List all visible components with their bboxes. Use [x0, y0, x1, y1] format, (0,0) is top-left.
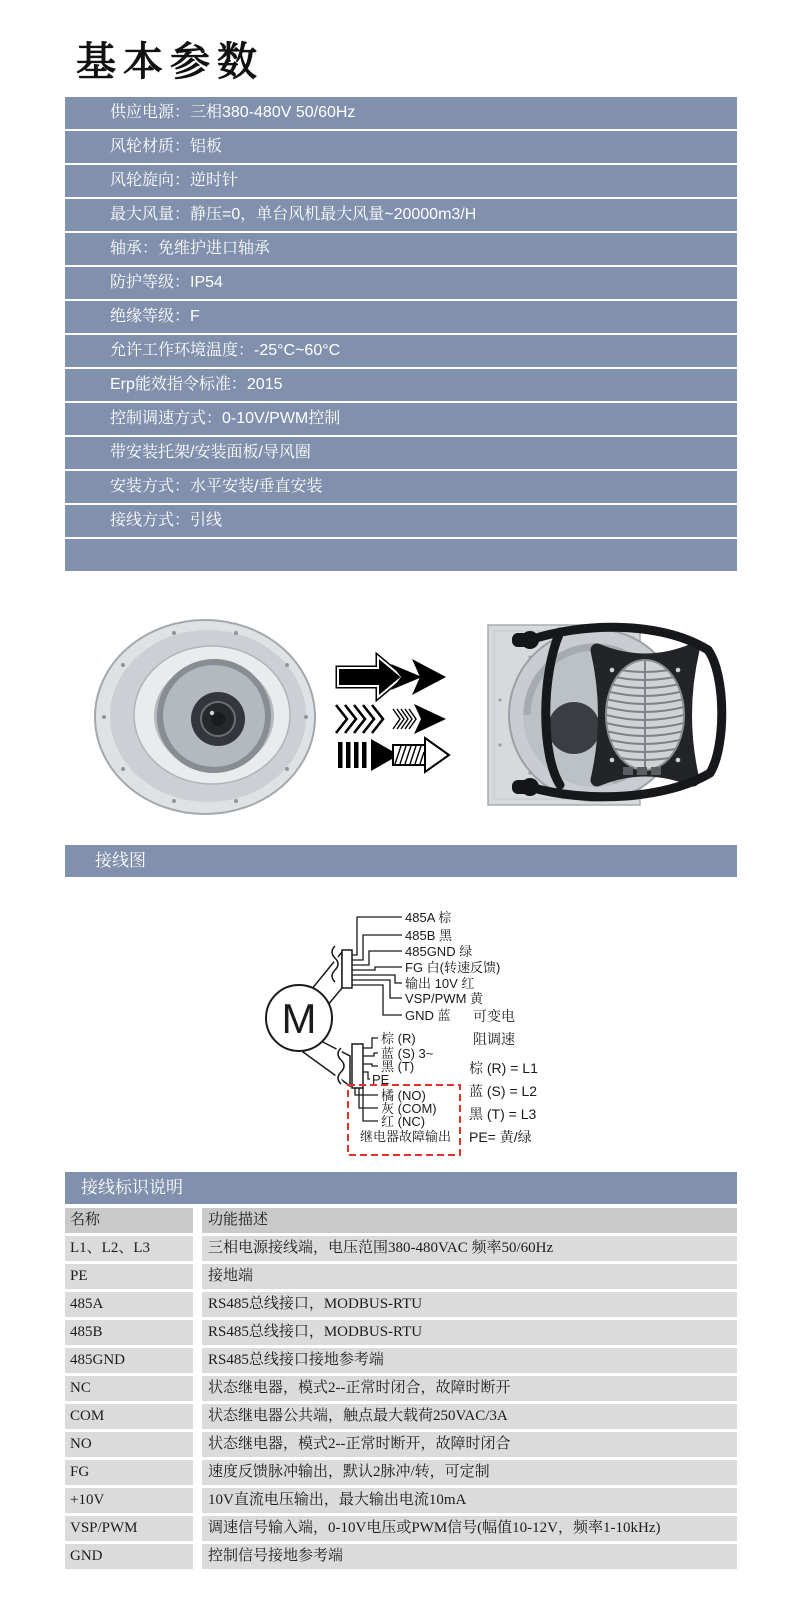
terminal-desc: 状态继电器，模式2--正常时断开，故障时闭合 [202, 1432, 737, 1457]
phase-assignment: 蓝 (S) = L2 [469, 1083, 538, 1099]
terminal-desc: 接地端 [202, 1264, 737, 1289]
table-row [65, 1488, 737, 1513]
terminal-desc: 调速信号输入端，0-10V电压或PWM信号(幅值10-12V，频率1-10kHz) [202, 1516, 737, 1541]
legend-section-header: 接线标识说明 [65, 1172, 737, 1204]
table-row [65, 1460, 737, 1485]
basic-params-list [65, 97, 737, 573]
terminal-desc: 10V直流电压输出，最大输出电流10mA [202, 1488, 737, 1513]
motor-label: M [281, 995, 317, 1042]
table-row [65, 1348, 737, 1373]
col-header-desc: 功能描述 [202, 1208, 737, 1233]
centrifugal-impeller-photo [95, 620, 315, 814]
terminal-desc: RS485总线接口接地参考端 [202, 1348, 737, 1373]
wire-label: PE [372, 1072, 390, 1087]
phase-assignment: 黑 (T) = L3 [469, 1106, 537, 1122]
product-images [60, 595, 740, 820]
table-row [65, 1432, 737, 1457]
terminal-desc: 状态继电器，模式2--正常时闭合，故障时断开 [202, 1376, 737, 1401]
wire-label: 485B 黑 [405, 928, 452, 943]
terminal-name: GND [65, 1544, 193, 1569]
wiring-legend-table [65, 1208, 737, 1572]
terminal-desc: 状态继电器公共端，触点最大载荷250VAC/3A [202, 1404, 737, 1429]
table-row [65, 1264, 737, 1289]
table-header-row [65, 1208, 737, 1233]
wire-label: 输出 10V 红 [405, 976, 475, 991]
table-row [65, 1516, 737, 1541]
wire-label: 蓝 (S) 3~ [381, 1046, 434, 1061]
param-row: 控制调速方式：0-10V/PWM控制 [65, 403, 737, 435]
wire-label: FG 白(转速反馈) [405, 960, 501, 975]
table-row [65, 1236, 737, 1261]
terminal-name: L1、L2、L3 [65, 1236, 193, 1261]
wire-label: 485A 棕 [405, 910, 452, 925]
table-row [65, 1320, 737, 1345]
param-row-empty [65, 539, 737, 571]
wire-label: 橘 (NO) [381, 1088, 426, 1103]
param-row: 带安装托架/安装面板/导风圈 [65, 437, 737, 469]
motor-heatsink [606, 660, 684, 770]
wire-label: 黑 (T) [381, 1059, 415, 1074]
terminal-desc: 控制信号接地参考端 [202, 1544, 737, 1569]
table-row [65, 1544, 737, 1569]
terminal-name: NC [65, 1376, 193, 1401]
param-row: 安装方式：水平安装/垂直安装 [65, 471, 737, 503]
airflow-arrow-chevrons-icon [336, 705, 383, 733]
param-row: 最大风量：静压=0，单台风机最大风量~20000m3/H [65, 199, 737, 231]
terminal-desc: 三相电源接线端，电压范围380-480VAC 频率50/60Hz [202, 1236, 737, 1261]
terminal-name: 485B [65, 1320, 193, 1345]
airflow-arrow-solid-icon [338, 657, 402, 697]
wire-label: 485GND 绿 [405, 944, 473, 959]
phase-assignment: 棕 (R) = L1 [469, 1060, 538, 1076]
wire-label: 红 (NC) [381, 1114, 426, 1129]
wiring-diagram [245, 882, 575, 1167]
mounted-fan-photo [488, 620, 722, 805]
terminal-name: VSP/PWM [65, 1516, 193, 1541]
param-row: 轴承：免维护进口轴承 [65, 233, 737, 265]
wire-label: 灰 (COM) [381, 1101, 437, 1116]
speed-note-line2: 阻调速 [473, 1031, 515, 1047]
param-row: 风轮旋向：逆时针 [65, 165, 737, 197]
airflow-arrows [336, 657, 449, 772]
param-row: 供应电源：三相380-480V 50/60Hz [65, 97, 737, 129]
airflow-arrow-fine-chevrons-icon [393, 704, 446, 734]
wire-label: VSP/PWM 黄 [405, 991, 484, 1006]
wire-label: 棕 (R) [381, 1031, 416, 1046]
terminal-name: 485GND [65, 1348, 193, 1373]
table-row [65, 1376, 737, 1401]
terminal-desc: 速度反馈脉冲输出，默认2脉冲/转，可定制 [202, 1460, 737, 1485]
terminal-name: +10V [65, 1488, 193, 1513]
table-row [65, 1292, 737, 1317]
table-row [65, 1404, 737, 1429]
terminal-name: NO [65, 1432, 193, 1457]
param-row: 防护等级：IP54 [65, 267, 737, 299]
col-header-name: 名称 [65, 1208, 193, 1233]
relay-note: 继电器故障输出 [360, 1129, 452, 1144]
terminal-name: FG [65, 1460, 193, 1485]
param-row: 绝缘等级：F [65, 301, 737, 333]
wire-label: GND 蓝 [405, 1008, 451, 1023]
terminal-name: 485A [65, 1292, 193, 1317]
airflow-arrow-hatched-icon [393, 738, 449, 772]
terminal-desc: RS485总线接口，MODBUS-RTU [202, 1320, 737, 1345]
speed-note-line1: 可变电 [473, 1008, 515, 1024]
wiring-section-header: 接线图 [65, 845, 737, 877]
phase-assignment: PE= 黄/绿 [469, 1129, 532, 1145]
param-row: Erp能效指令标准：2015 [65, 369, 737, 401]
param-row: 允许工作环境温度：-25°C~60°C [65, 335, 737, 367]
param-row: 接线方式：引线 [65, 505, 737, 537]
terminal-desc: RS485总线接口，MODBUS-RTU [202, 1292, 737, 1317]
airflow-arrow-bars-icon [338, 739, 399, 771]
param-row: 风轮材质：铝板 [65, 131, 737, 163]
terminal-name: PE [65, 1264, 193, 1289]
terminal-name: COM [65, 1404, 193, 1429]
page-title: 基本参数 [76, 39, 264, 84]
